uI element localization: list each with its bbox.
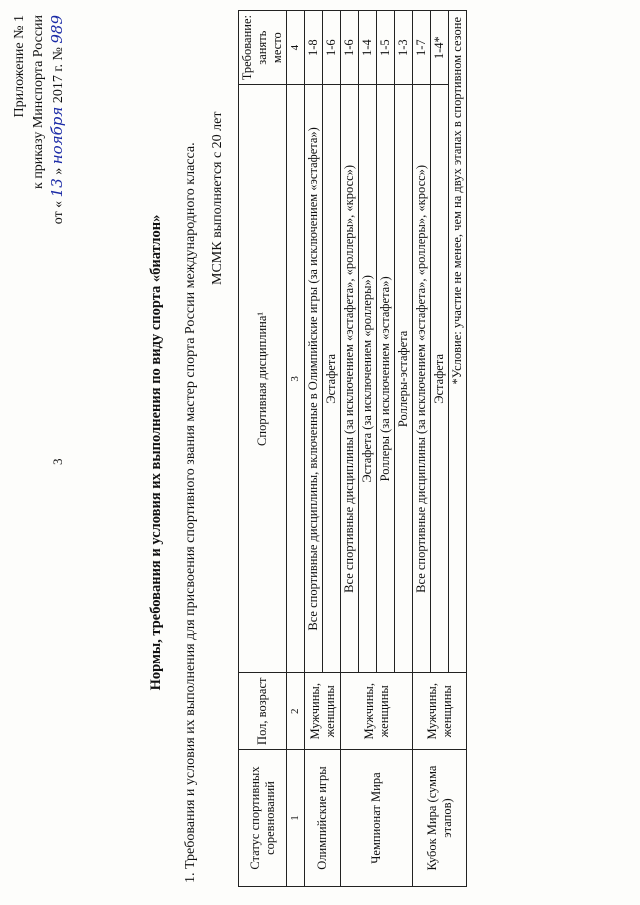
status-cell: Чемпионат Мира [341,750,413,887]
date-prefix: от « [51,200,66,225]
index-cell: 2 [287,673,305,750]
header-requirement: Требование: занять место [239,11,287,85]
section-heading: 1. Требования и условия их выполнения для присвоения спортивного звания мастер спорта России международного класса. [183,142,198,883]
norms-table [238,10,467,887]
gender-cell: Мужчины, женщины [341,673,413,750]
discipline-cell: Эстафета [431,85,449,673]
order-number: 989 [48,15,66,44]
table-row [341,11,359,887]
status-cell: Кубок Мира (сумма этапов) [413,750,467,887]
discipline-cell: Эстафета (за исключением «роллеры») [359,85,377,673]
page-number: 3 [50,458,65,465]
appendix-block [10,15,68,345]
place-cell: 1-6 [323,11,341,85]
place-cell: 1-4* [431,11,449,85]
date-month: ноября [48,106,66,165]
date-day: 13 [48,178,66,198]
discipline-cell: Все спортивные дисциплины (за исключением «эстафета», «роллеры», «кросс») [341,85,359,673]
header-gender: Пол, возраст [239,673,287,750]
place-cell: 1-8 [305,11,323,85]
msmk-age-note: МСМК выполняется с 20 лет [210,111,225,285]
status-cell: Олимпийские игры [305,750,341,887]
appendix-title: Приложение № 1 [12,15,27,118]
discipline-cell: Эстафета [323,85,341,673]
appendix-order: к приказу Минспорта России [31,15,46,189]
gender-cell: Мужчины, женщины [413,673,467,750]
discipline-cell: Роллеры-эстафета [395,85,413,673]
index-cell: 1 [287,750,305,887]
discipline-cell: Все спортивные дисциплины, включенные в Олимпийские игры (за исключением «эстафета») [305,85,323,673]
table-row [413,11,431,887]
footnote-cell: *Условие: участие не менее, чем на двух этапах в спортивном сезоне [449,11,467,673]
place-cell: 1-6 [341,11,359,85]
discipline-cell: Роллеры (за исключением «эстафета») [377,85,395,673]
header-status: Статус спортивных соревнований [239,750,287,887]
table-row [305,11,323,887]
header-discipline: Спортивная дисциплина¹ [239,85,287,673]
table-header-row [239,11,287,887]
table-index-row [287,11,305,887]
document-title: Нормы, требования и условия их выполнения по виду спорта «биатлон» [148,214,164,691]
index-cell: 4 [287,11,305,85]
appendix-date [48,15,68,345]
place-cell: 1-4 [359,11,377,85]
place-cell: 1-3 [395,11,413,85]
date-mid: » [51,167,66,175]
index-cell: 3 [287,85,305,673]
gender-cell: Мужчины, женщины [305,673,341,750]
place-cell: 1-7 [413,11,431,85]
place-cell: 1-5 [377,11,395,85]
discipline-cell: Все спортивные дисциплины (за исключением «эстафета», «роллеры», «кросс») [413,85,431,673]
date-year: 2017 г. № [51,47,66,104]
